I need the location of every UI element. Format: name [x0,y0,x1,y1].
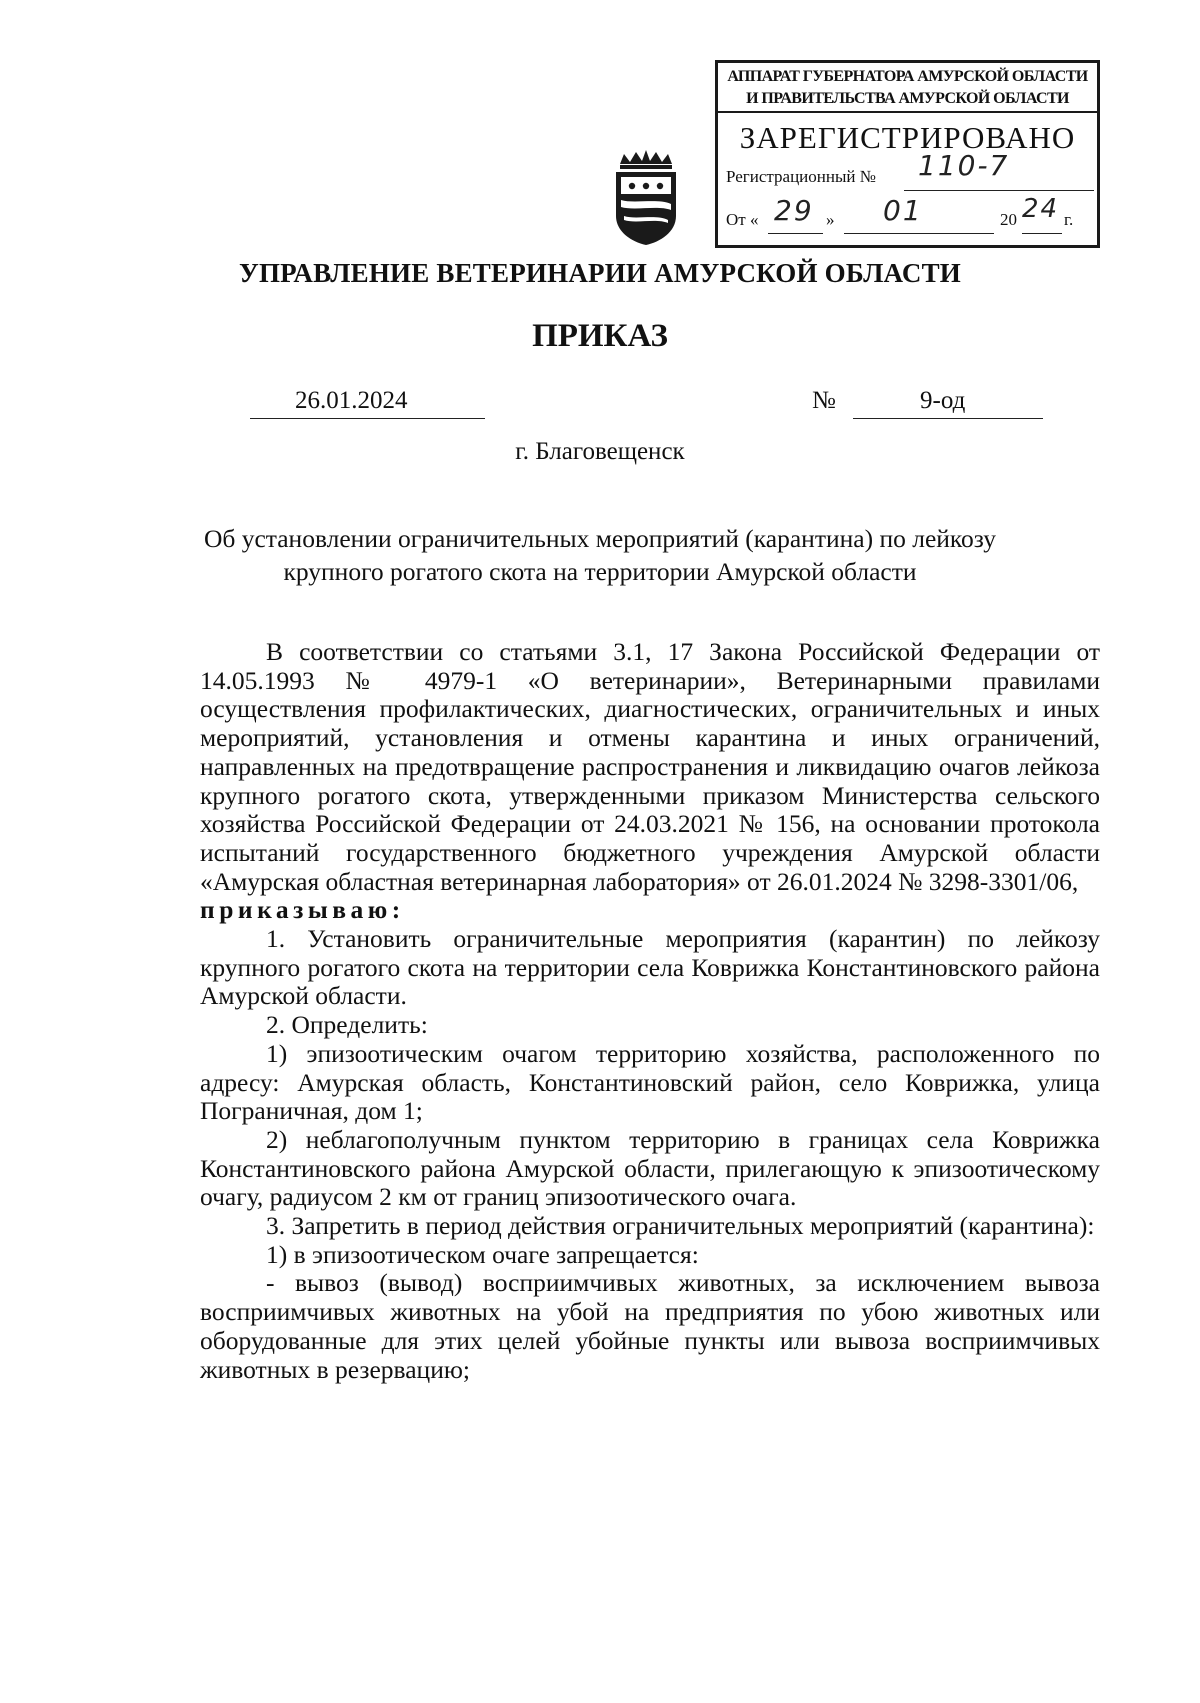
order-word: приказываю: [200,895,405,925]
stamp-reg-underline [904,190,1094,191]
order-number-label: № [812,387,836,414]
order-title [200,522,1000,588]
stamp-year-prefix: 20 [1000,210,1017,229]
order-body [200,638,1100,1384]
clause-1: 1. Установить ограничительные мероприятия (карантин) по лейкозу крупного рогатого скота на территории села Коврижка Константиновского района Амурской области. [200,924,1100,1011]
order-date: 26.01.2024 [295,387,408,414]
stamp-registered-label: ЗАРЕГИСТРИРОВАНО [739,120,1076,155]
order-date-underline [250,418,485,419]
order-number-underline [853,418,1043,419]
document-type: ПРИКАЗ [532,318,668,354]
stamp-reg-number: 110-7 [918,149,1010,182]
department-name: УПРАВЛЕНИЕ ВЕТЕРИНАРИИ АМУРСКОЙ ОБЛАСТИ [238,258,962,288]
stamp-date-day: 29 [774,194,814,227]
clause-2-2: 2) неблагополучным пунктом территорию в границах села Коврижка Константиновского района Амурской области, прилегающую к эпизоотическому очагу, радиусом 2 км от границ эпизоотического очага. [200,1124,1100,1212]
stamp-header-line1: АППАРАТ ГУБЕРНАТОРА АМУРСКОЙ ОБЛАСТИ [727,68,1088,85]
stamp-header [718,63,1097,113]
stamp-year-suffix: 24 [1022,194,1060,224]
clause-3-1: 1) в эпизоотическом очаге запрещается: [266,1239,699,1269]
stamp-reg-label: Регистрационный № [726,167,876,186]
order-number: 9-од [920,387,966,414]
coat-of-arms-icon [610,150,682,246]
stamp-month-underline [844,233,994,234]
stamp-day-underline [768,233,823,234]
stamp-date-month: 01 [883,194,923,227]
order-title-line1: Об установлении ограничительных мероприятий (карантина) по лейкозу [203,524,997,553]
clause-2-1: 1) эпизоотическим очагом территорию хозяйства, расположенного по адресу: Амурская область, Константиновский район, село Коврижка, улица Пограничная, дом 1; [200,1038,1100,1126]
stamp-date-prefix: От « [726,210,759,229]
stamp-year-end: г. [1064,210,1074,229]
preamble-paragraph: В соответствии со статьями 3.1, 17 Закона Российской Федерации от 14.05.1993 № 4979-1 «О ветеринарии», Ветеринарными правилами осуществления профилактических, диагностических, ограничительных и иных мероприятий, установления и отмены карантина и иных ограничений, направленных на предотвращение распространения и ликвидацию очагов лейкоза крупного рогатого скота, утвержденными приказом Министерства сельского хозяйства Российской Федерации от 24.03.2021 № 156, на основании протокола испытаний государственного бюджетного учреждения Амурской области «Амурская областная ветеринарная лаборатория» от 26.01.2024 № 3298-3301/06, [200,637,1100,896]
registration-stamp [715,60,1100,248]
order-city: г. Благовещенск [515,438,685,465]
stamp-header-line2: И ПРАВИТЕЛЬСТВА АМУРСКОЙ ОБЛАСТИ [746,90,1069,107]
order-title-line2: крупного рогатого скота на территории Амурской области [283,557,917,586]
clause-2: 2. Определить: [266,1010,428,1040]
clause-3-1-a: - вывоз (вывод) восприимчивых животных, за исключением вывоза восприимчивых животных на убой на предприятия по убою животных или оборудованные для этих целей убойные пункты или вывоза восприимчивых животных в резервацию; [200,1268,1100,1384]
clause-3: 3. Запретить в период действия ограничительных мероприятий (карантина): [266,1211,1095,1241]
stamp-year-underline [1022,233,1062,234]
stamp-date-mid: » [826,210,835,229]
